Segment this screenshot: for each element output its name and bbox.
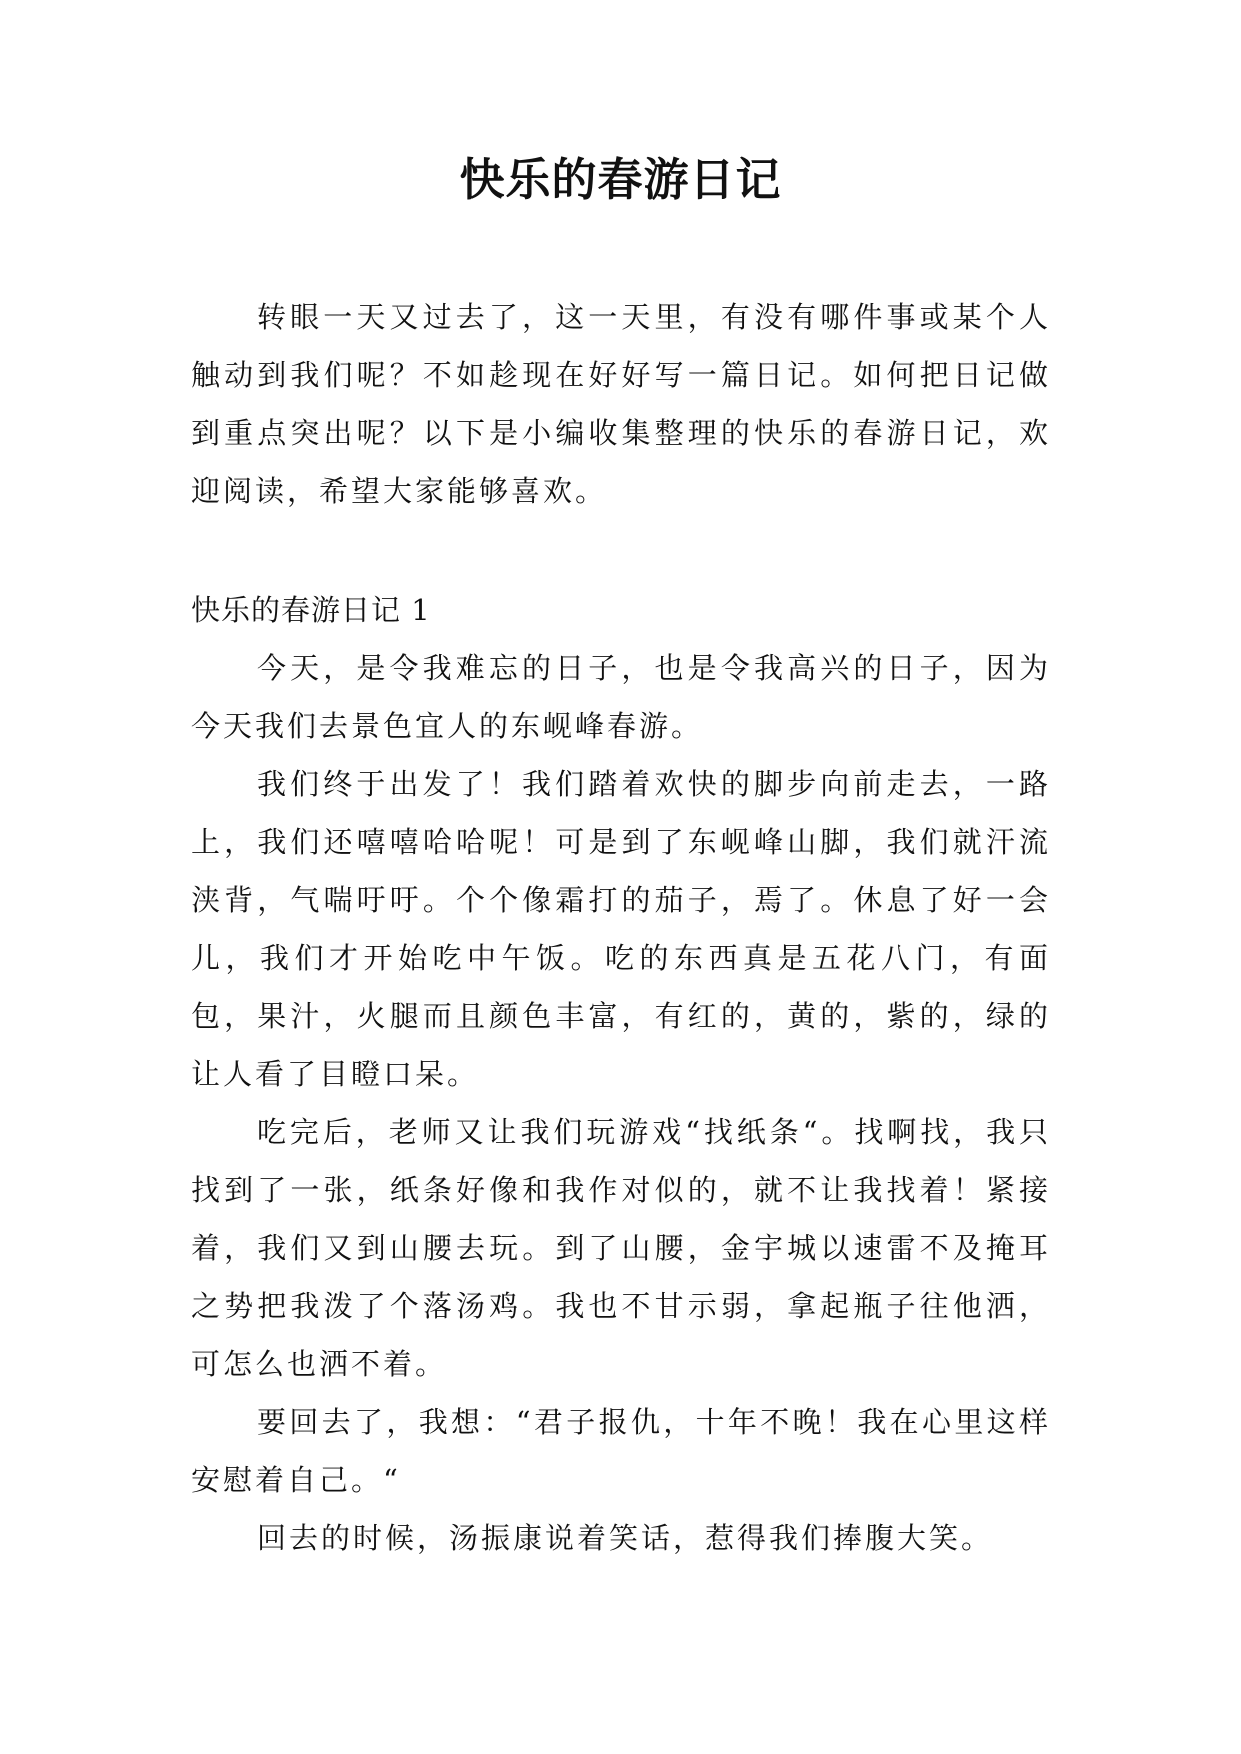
diary-section	[191, 581, 1051, 1567]
body-paragraph: 我们终于出发了！我们踏着欢快的脚步向前走去，一路上，我们还嘻嘻哈哈呢！可是到了东岘峰山脚，我们就汗流浃背，气喘吁吁。个个像霜打的茄子，焉了。休息了好一会儿，我们才开始吃中午饭。吃的东西真是五花八门，有面包，果汁，火腿而且颜色丰富，有红的，黄的，紫的，绿的让人看了目瞪口呆。	[191, 767, 1051, 1091]
intro-paragraph: 转眼一天又过去了，这一天里，有没有哪件事或某个人触动到我们呢？不如趁现在好好写一篇日记。如何把日记做到重点突出呢？以下是小编收集整理的快乐的春游日记，欢迎阅读，希望大家能够喜欢。	[191, 300, 1051, 508]
document-title: 快乐的春游日记	[459, 153, 782, 206]
body-paragraph: 要回去了，我想：“君子报仇，十年不晚！我在心里这样安慰着自己。“	[191, 1405, 1051, 1497]
body-paragraph: 今天，是令我难忘的日子，也是令我高兴的日子，因为今天我们去景色宜人的东岘峰春游。	[191, 651, 1051, 743]
intro-block	[191, 288, 1051, 520]
body-paragraph: 回去的时候，汤振康说着笑话，惹得我们捧腹大笑。	[257, 1521, 994, 1555]
section-heading: 快乐的春游日记 1	[191, 593, 431, 627]
body-paragraph: 吃完后，老师又让我们玩游戏“找纸条“。找啊找，我只找到了一张，纸条好像和我作对似的，就不让我找着！紧接着，我们又到山腰去玩。到了山腰，金宇城以速雷不及掩耳之势把我泼了个落汤鸡。我也不甘示弱，拿起瓶子往他洒，可怎么也洒不着。	[191, 1115, 1051, 1381]
